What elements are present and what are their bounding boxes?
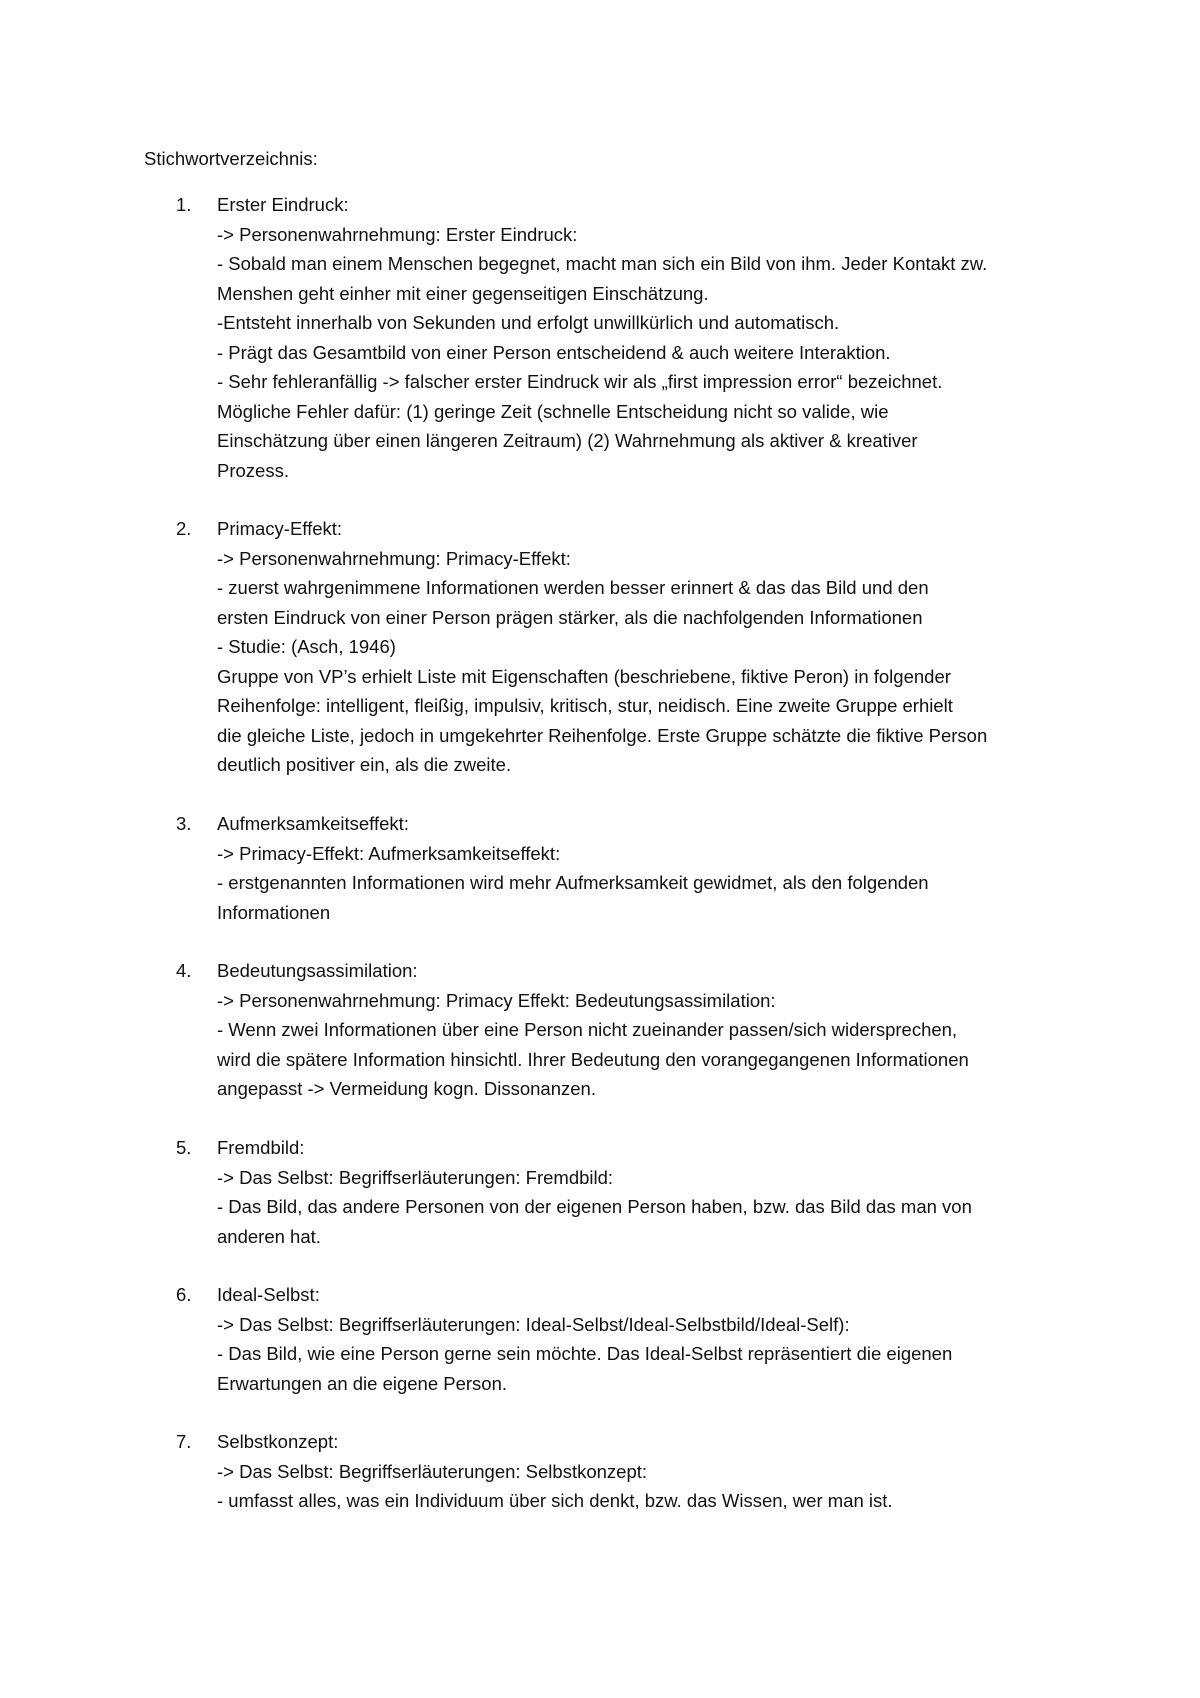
entry-line: Gruppe von VP’s erhielt Liste mit Eigenschaften (beschriebene, fiktive Peron) in folgender [217, 665, 951, 687]
entry-line: - zuerst wahrgenimmene Informationen werden besser erinnert & das das Bild und den [217, 577, 929, 598]
entry-line: - Sehr fehleranfällig -> falscher erster Eindruck wir als „first impression error“ bezeichnet. [217, 371, 943, 392]
entry-line: Einschätzung über einen längeren Zeitraum) (2) Wahrnehmung als aktiver & kreativer [217, 430, 918, 451]
entry-title: Primacy-Effekt: [217, 518, 343, 539]
entry-title: Erster Eindruck: [217, 194, 349, 215]
entry-body [217, 1457, 1067, 1516]
entry-body [217, 544, 1067, 780]
entry-title: Ideal-Selbst: [217, 1284, 320, 1305]
entry-title: Bedeutungsassimilation: [217, 960, 418, 981]
entry-line: anderen hat. [217, 1225, 321, 1247]
entry-number: 3. [176, 813, 192, 834]
entry-line: - Das Bild, wie eine Person gerne sein möchte. Das Ideal-Selbst repräsentiert die eigenen [217, 1343, 953, 1364]
entry-line: - Das Bild, das andere Personen von der eigenen Person haben, bzw. das Bild das man von [217, 1196, 972, 1217]
entry-line: Erwartungen an die eigene Person. [217, 1372, 508, 1394]
entry-line: -> Personenwahrnehmung: Primacy-Effekt: [217, 547, 571, 569]
entry-line: - Prägt das Gesamtbild von einer Person entscheidend & auch weitere Interaktion. [217, 341, 891, 363]
entry-line: -> Personenwahrnehmung: Erster Eindruck: [217, 223, 578, 245]
entry-line: - erstgenannten Informationen wird mehr Aufmerksamkeit gewidmet, als den folgenden [217, 872, 929, 893]
entry-line: - Wenn zwei Informationen über eine Person nicht zueinander passen/sich widersprechen, [217, 1019, 958, 1040]
entry-line: wird die spätere Information hinsichtl. Ihrer Bedeutung den vorangegangenen Informationen [217, 1048, 969, 1070]
entry-title: Selbstkonzept: [217, 1431, 339, 1452]
entry-body [217, 1163, 1067, 1252]
entry-number: 6. [176, 1284, 192, 1305]
entry-line: -> Das Selbst: Begriffserläuterungen: Ideal-Selbst/Ideal-Selbstbild/Ideal-Self): [217, 1313, 850, 1335]
entry-line: -> Personenwahrnehmung: Primacy Effekt: Bedeutungsassimilation: [217, 989, 776, 1011]
entry-body [217, 986, 1067, 1104]
entry-line: -> Das Selbst: Begriffserläuterungen: Fremdbild: [217, 1166, 614, 1188]
entry-line: -> Das Selbst: Begriffserläuterungen: Selbstkonzept: [217, 1460, 648, 1482]
entry-body [217, 220, 1067, 486]
entry-line: ersten Eindruck von einer Person prägen stärker, als die nachfolgenden Informationen [217, 606, 923, 628]
entry-number: 4. [176, 960, 192, 981]
entry-number: 7. [176, 1431, 192, 1452]
entry-line: Mögliche Fehler dafür: (1) geringe Zeit (schnelle Entscheidung nicht so valide, wie [217, 400, 889, 422]
entry-line: -> Primacy-Effekt: Aufmerksamkeitseffekt: [217, 842, 561, 864]
entry-number: 2. [176, 518, 192, 539]
entry-line: - umfasst alles, was ein Individuum über sich denkt, bzw. das Wissen, wer man ist. [217, 1490, 893, 1511]
entry-line: - Studie: (Asch, 1946) [217, 636, 396, 657]
entry-body [217, 839, 1067, 928]
entry-line: Reihenfolge: intelligent, fleißig, impulsiv, kritisch, stur, neidisch. Eine zweite Gruppe erhielt [217, 695, 953, 716]
entry-body [217, 1310, 1067, 1399]
entry-title: Aufmerksamkeitseffekt: [217, 813, 409, 834]
document-heading: Stichwortverzeichnis: [144, 148, 318, 169]
entry-line: -Entsteht innerhalb von Sekunden und erfolgt unwillkürlich und automatisch. [217, 312, 840, 333]
entry-line: - Sobald man einem Menschen begegnet, macht man sich ein Bild von ihm. Jeder Kontakt zw. [217, 253, 988, 274]
entry-line: Menshen geht einher mit einer gegenseitigen Einschätzung. [217, 282, 709, 304]
entry-line: Informationen [217, 901, 331, 923]
entry-number: 5. [176, 1137, 192, 1158]
entry-line: angepasst -> Vermeidung kogn. Dissonanzen. [217, 1078, 596, 1099]
entry-line: deutlich positiver ein, als die zweite. [217, 754, 512, 775]
entry-line: die gleiche Liste, jedoch in umgekehrter Reihenfolge. Erste Gruppe schätzte die fiktive Person [217, 724, 988, 746]
entry-line: Prozess. [217, 459, 289, 481]
entry-number: 1. [176, 194, 192, 215]
entry-title: Fremdbild: [217, 1137, 305, 1158]
